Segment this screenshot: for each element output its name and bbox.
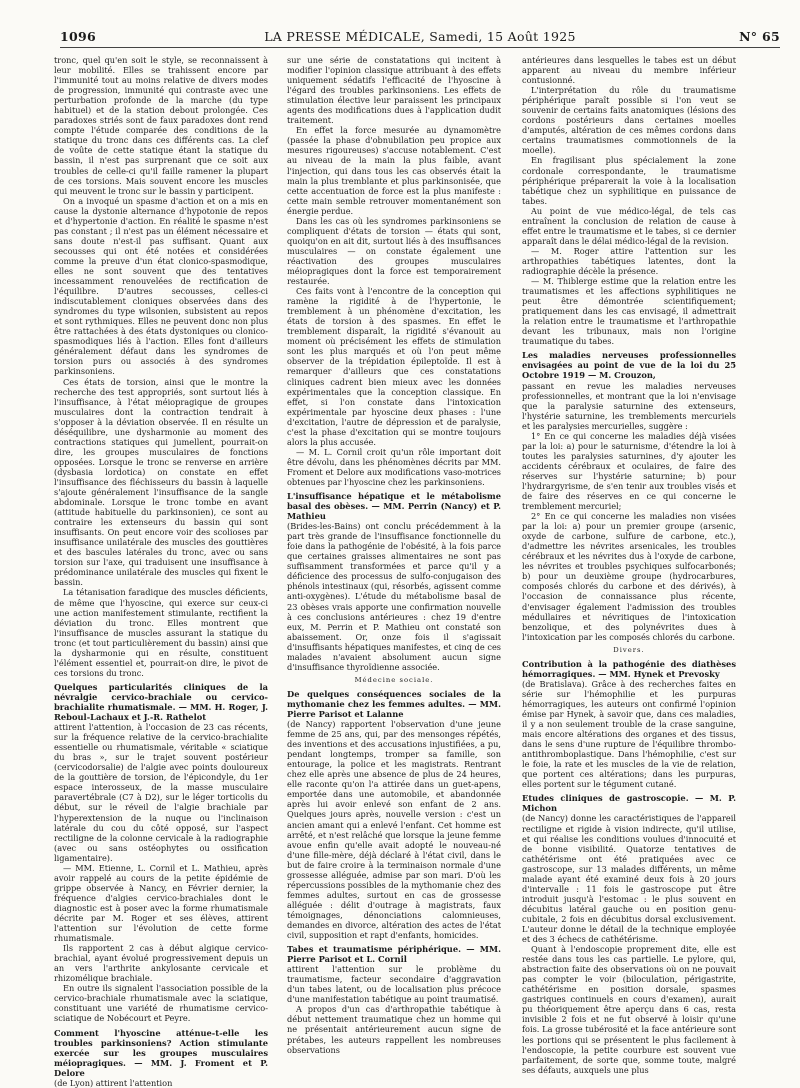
paragraph: (Brides-les-Bains) ont conclu précédemment à la part très grande de l'insuffisance fonctionnelle du foie dans la pathogénie de l'obésité, à la fois parce que certaines graisses alimentaires ne sont pas suffisamment transformées et parce qu'il y a déficience des processus de sulfo-conjugaison des phénols intestinaux (qui, résorbés, agissent comme anti-oxygènes). L'étude du métabolisme basal de 23 obèses vrais apporte une confirmation nouvelle à ces conclusions antérieures : chez 19 d'entre eux, M. Perrin et P. Mathieu ont constaté son abaissement. Or, onze fois il s'agissait d'insuffisants hépatiques manifestes, et cinq de ces malades n'avaient absolument aucun signe d'insuffisance thyroïdienne associée. [287,521,501,672]
paragraph: La tétanisation faradique des muscles déficients, de même que l'hyoscine, qui exerce sur ceux-ci une action manifestement stimulante, rectifient la déviation du tronc. Elles montrent que l'insuffisance de muscles assurant la statique du tronc (et tout particulièrement du bassin) ainsi que la dysharmonie qui en résulte, constituent l'élément essentiel et, pourrait-on dire, le pivot de ces torsions du tronc. [54,587,268,678]
paragraph: Ces états de torsion, ainsi que le montre la recherche des test appropriés, sont surtout liés à l'insuffisance, à l'état méiopragique de groupes musculaires dont la contraction tendrait à s'opposer à la déviation observée. Il en résulte un déséquilibre, une dysharmonie au moment des contractions statiques qui jumellent, pourrait-on dire, les groupes musculaires de fonctions opposées. Lorsque le tronc se renverse en arrière (dysbasia lordotica) on constate en effet l'insuffisance des fléchisseurs du bassin à laquelle s'ajoute généralement l'insuffisance de la sangle abdominale. Lorsque le tronc tombe en avant (attitude habituelle du parkinsonien), ce sont au contraire les extenseurs du bassin qui sont insuffisants. On peut encore voir des scolioses par insuffisance unilatérale des muscles des gouttières et des bascules latérales du tronc, avec ou sans torsion sur l'axe, qui traduisent une insuffisance à prédominance unilatérale des muscles qui fixent le bassin. [54,376,268,588]
paragraph: antérieures dans lesquelles le tabes est un début apparent au niveau du membre inférieur contusionné. [522,55,736,86]
article-heading: De quelques conséquences sociales de la mythomanie chez les femmes adultes. — MM. Pierre Parisot et Lalanne [287,688,501,719]
paragraph: attirent l'attention sur le problème du traumatisme, facteur secondaire d'aggravation d'un tabes latent, ou de localisation plus précoce d'une manifestation tabétique au point traumatisé. [287,964,501,1005]
paragraph: Quant à l'endoscopie proprement dite, elle est restée dans tous les cas partielle. Le pylore, qui, abstraction faite des observations où on ne pouvait pas compter le voir (biloculation, périgastrite, cathétérisme en position dorsale, spasmes gastriques continuels en cours d'examen), aurait pu théoriquement être aperçu dans 6 cas, resta invisible 2 fois et ne fut observé à loisir qu'une fois. La grosse tubérosité et la face antérieure sont les portions qui se présentent le plus facilement à l'endoscopie, la petite courbure est souvent vue parfaitement, de sorte que, somme toute, malgré ses défauts, auxquels une plus [522,944,736,1075]
paragraph: En effet la force mesurée au dynamomètre (passée la phase d'obnubilation peu propice aux mesures rigoureuses) s'accuse notablement. C'est au niveau de la main la plus faible, avant l'injection, qui dans tous les cas observés était la main la plus tremblante et plus parkinsonisée, que cette accentuation de force est la plus manifeste : cette main semble retrouver momentanément son énergie perdue. [287,125,501,216]
paragraph: On a invoqué un spasme d'action et on a mis en cause la dystonie alternance d'hypotonie de repos et d'hypertonie d'action. En réalité le spasme n'est pas constant ; il n'est pas un élément nécessaire et sans doute n'est-il pas suffisant. Quant aux secousses qui ont été notées et considérées comme la preuve d'un état clonico-spasmodique, elles ne sont souvent que des tentatives incessamment renouvelées de rectification de l'équilibre. D'autres secousses, celles-ci indiscutablement cloniques observées dans des syndromes du type wilsonien, subsistent au repos et sont rythmiques. Elles ne peuvent donc non plus être rattachées à des états dystoniques ou clonico-spasmodiques liés à l'action. Elles font d'ailleurs généralement défaut dans les syndromes de torsion purs ou associés à des syndromes parkinsoniens. [54,195,268,377]
column-2 [287,55,501,1070]
paragraph: — M. L. Cornil croit qu'un rôle important doit être dévolu, dans les phénomènes décrits par MM. Froment et Delore aux modifications vaso-motrices obtenues par l'hyoscine chez les parkinsoniens. [287,446,501,487]
paragraph: (de Bratislava). Grâce à des recherches faites en série sur l'hémophilie et les purpuras hémorragiques, les auteurs ont confirmé l'opinion émise par Hynek, à savoir que, dans ces maladies, il y a non seulement trouble de la crase sanguine, mais encore altérations des organes et des tissus, dans le sens d'une rupture de l'équilibre thrombo-antithromboplastique. Dans l'hémophilie, c'est sur le foie, la rate et les muscles de la vie de relation, que portent ces altérations; dans les purpuras, elles portent sur le tégument cutané. [522,678,736,790]
paragraph: (de Lyon) attirent l'attention [54,1077,173,1088]
paragraph: Ils rapportent 2 cas à début algique cervico-brachial, ayant évolué progressivement depuis un an vers l'arthrite ankylosante cervicale et rhizomélique brachiale. [54,943,268,984]
section-title: Médecine sociale. [354,675,434,684]
article-heading: Tabes et traumatisme périphérique. — MM. Pierre Parisot et L. Cornil [287,944,501,965]
article-heading: Les maladies nerveuses professionnelles envisagées au point de vue de la loi du 25 Octobre 1919 — M. Crouzon, [522,350,736,381]
article-heading: Contribution à la pathogénie des diathèses hémorragiques. — MM. Hynek et Prevosky [522,658,736,679]
paragraph: Au point de vue médico-légal, de tels cas entraînent la conclusion de relation de cause à effet entre le traumatisme et le tabes, si ce dernier apparaît dans le délai médico-légal de la revision. [522,205,736,246]
paragraph: (de Nancy) donne les caractéristiques de l'appareil rectiligne et rigide à vision indirecte, qu'il utilise, et qui réalise les conditions voulues d'innocuité et de bonne visibilité. Quatorze tentatives de cathétérisme ont été pratiquées avec ce gastroscope, sur 13 malades différents, un même malade ayant été examiné deux fois à 20 jours d'intervalle : 11 fois le gastroscope put être introduit jusqu'à l'estomac : le plus souvent en décubitus latéral gauche ou en position genu-cubitale, 2 fois en décubitus dorsal exclusivement. L'auteur donne le détail de la technique employée et des 3 échecs de cathétérisme. [522,813,736,945]
paragraph: (de Nancy) rapportent l'observation d'une jeune femme de 25 ans, qui, par des mensonges répétés, des inventions et des accusations injustifiées, a pu, pendant longtemps, tromper sa famille, son entourage, la police et les magistrats. Rentrant chez elle après une absence de plus de 24 heures, elle raconte qu'on l'a attirée dans un guet-apens, emportée dans une automobile, et abandonnée après lui avoir enlevé son enfant de 2 ans. Quelques jours après, nouvelle version : c'est un ancien amant qui a enlevé l'enfant. Cet homme est arrêté, et n'est relâché que lorsque la jeune femme avoue enfin qu'elle avait adopté le nouveau-né d'une fille-mère, déjà déclaré à l'état civil, dans le but de faire croire à la terminaison normale d'une grossesse alléguée, admise par son mari. D'où les répercussions possibles de la mythomanie chez des femmes adultes, surtout en cas de grossesse alléguée : délit d'outrage à magistrats, faux témoignages, dénonciations calomnieuses, demandes en divorce, altération des actes de l'état civil, supposition et rapt d'enfants, homicides. [287,719,501,941]
paragraph: tronc, quel qu'en soit le style, se reconnaissent à leur mobilité. Elles se trahissent encore par l'immunité tout au moins relative de divers modes de progression, immunité qui contraste avec une perturbation profonde de la marche (du type habituel) et de la station debout prolongée. Ces paradoxes striés sont de faux paradoxes dont rend compte l'étude comparée des conditions de la statique du tronc dans ces différents cas. La clef de voûte de cette statique étant la statique du bassin, il n'est pas surprenant que ce soit aux troubles de celle-ci qu'il faille ramener la plupart de ces torsions. Mais souvent encore les muscles qui meuvent le tronc sur le bassin y participent. [54,55,268,196]
paragraph: passant en revue les maladies nerveuses professionnelles, et montrant que la loi n'envisage que la paralysie saturnine des extenseurs, l'hystérie saturnine, les tremblements mercuriels et les paralysies mercurielles, suggère : [522,380,736,431]
paragraph: Dans les cas où les syndromes parkinsoniens se compliquent d'états de torsion — états qui sont, quoiqu'on en ait dit, surtout liés à des insuffisances musculaires — on constate également une réactivation des groupes musculaires méiopragiques dont la force est temporairement restaurée. [287,215,501,287]
issue-number: N° 65 [739,29,780,44]
page-header [60,29,780,48]
paragraph: 2° En ce qui concerne les maladies non visées par la loi: a) pour un premier groupe (arsenic, oxyde de carbone, sulfure de carbone, etc.), d'admettre les névrites arsenicales, les troubles cérébraux et les névrites dus à l'oxyde de carbone, les névrites et troubles psychiques sulfocarbonés; b) pour un deuxième groupe (hydrocarbures, composés chlorés du carbone et des dérivés), à l'occasion de connaissance plus récente, d'envisager également l'admission des troubles médullaires et névritiques de l'intoxication benzolique, et des polynévrites dues à l'intoxication par les composés chlorés du carbone. [522,511,736,642]
column-1 [54,55,268,1088]
paragraph: En fragilisant plus spécialement la zone cordonale correspondante, le traumatisme périphérique préparerait la voie à la localisation tabétique chez un syphilitique en puissance de tabes. [522,155,736,206]
paragraph: — MM. Etienne, L. Cornil et L. Mathieu, après avoir rappelé au cours de la petite épidémie de grippe observée à Nancy, en Février dernier, la fréquence d'algies cervico-brachiales dont le diagnostic est à poser avec la forme rhumatismale décrite par M. Roger et ses élèves, attirent l'attention sur l'évolution de cette forme rhumatismale. [54,862,268,944]
section-title: Divers. [613,645,645,654]
journal-title: LA PRESSE MÉDICALE, Samedi, 15 Août 1925 [264,29,576,44]
article-heading: L'insuffisance hépatique et le métabolisme basal des obèses. — MM. Perrin (Nancy) et P. Mathieu [287,491,501,522]
paragraph: Ces faits vont à l'encontre de la conception qui ramène la rigidité à de l'hypertonie, le tremblement à un phénomène d'excitation, les états de torsion à des spasmes. En effet le tremblement disparaît, la rigidité s'évanouit au moment où précisément les effets de stimulation sont les plus marqués et où l'on peut même observer de la trépidation épileptoïde. Il est à remarquer d'ailleurs que ces constatations cliniques cadrent bien mieux avec les données expérimentales que la conception classique. En effet, si l'on constate dans l'intoxication expérimentale par hyoscine deux phases : l'une d'excitation, l'autre de dépression et de paralysie, c'est la phase d'excitation qui se montre toujours alors la plus accusée. [287,286,501,447]
article-heading: Comment l'hyoscine atténue-t-elle les troubles parkinsoniens? Action stimulante exercée sur les groupes musculaires méiopragiques. — MM. J. Froment et P. Delore [54,1027,268,1078]
article-heading: Quelques particularités cliniques de la névralgie cervico-brachiale ou cervico-brachialite rhumatismale. — MM. H. Roger, J. Reboul-Lachaux et J.-R. Rathelot [54,681,268,723]
paragraph: L'interprétation du rôle du traumatisme périphérique paraît possible si l'on veut se souvenir de certains faits anatomiques (lésions des cordons postérieurs dans certaines moelles d'amputés, altération de ces mêmes cordons dans certains traumatismes commotionnels de la moelle). [522,85,736,156]
paragraph: sur une série de constatations qui incitent à modifier l'opinion classique attribuant à des effets uniquement sédatifs l'efficacité de l'hyoscine à l'égard des troubles parkinsoniens. Les effets de stimulation élective leur paraissent les principaux agents des modifications dues à l'application dudit traitement. [287,55,501,126]
column-3 [522,55,736,1075]
article-heading: Etudes cliniques de gastroscopie. — M. P. Michon [522,793,736,814]
paragraph: — M. Roger attire l'attention sur les arthropathies tabétiques latentes, dont la radiographie décèle la présence. [522,245,736,276]
paragraph: 1° En ce qui concerne les maladies déjà visées par la loi: a) pour le saturnisme, d'étendre la loi à toutes les paralysies saturnines, d'y ajouter les accidents cérébraux et oculaires, de faire des réserves sur l'hystérie saturnine; b) pour l'hydrargyrisme, de s'en tenir aux troubles visés et de faire des réserves en ce qui concerne le tremblement mercuriel; [522,430,736,512]
page-number: 1096 [60,29,96,44]
paragraph: attirent l'attention, à l'occasion de 23 cas récents, sur la fréquence relative de la cervico-brachialite essentielle ou rhumatismale, véritable « sciatique du bras », sur le trajet souvent postérieur (cervicodorsalie) de l'algie avec points douloureux de la gouttière de torsion, de l'épicondyle, du 1er espace interosseux, de la masse musculaire paravertébrale (C7 à D2), sur le léger torticolis du début, sur le réveil de l'algie brachiale par l'hyperextension de la nuque ou l'inclinaison latérale du cou du côté opposé, sur l'aspect rectiligne de la colonne cervicale à la radiographie (avec ou sans ostéophytes ou ossification ligamentaire). [54,722,268,863]
paragraph: A propos d'un cas d'arthropathie tabétique à début nettement traumatique chez un homme qui ne présentait antérieurement aucun signe de prétabes, les auteurs rappellent les nombreuses observations [287,1004,501,1055]
paragraph: En outre ils signalent l'association possible de la cervico-brachiale rhumatismale avec la sciatique, constituant une variété de rhumatisme cervico-sciatique de Nobécourt et Peyre. [54,983,268,1024]
paragraph: — M. Thiblerge estime que la relation entre les traumatismes et les affections syphilitiques ne peut être démontrée scientifiquement; pratiquement dans les cas envisagé, il admettrait la relation entre le traumatisme et l'arthropathie devant les tribunaux, mais non l'origine traumatique du tabes. [522,276,736,347]
